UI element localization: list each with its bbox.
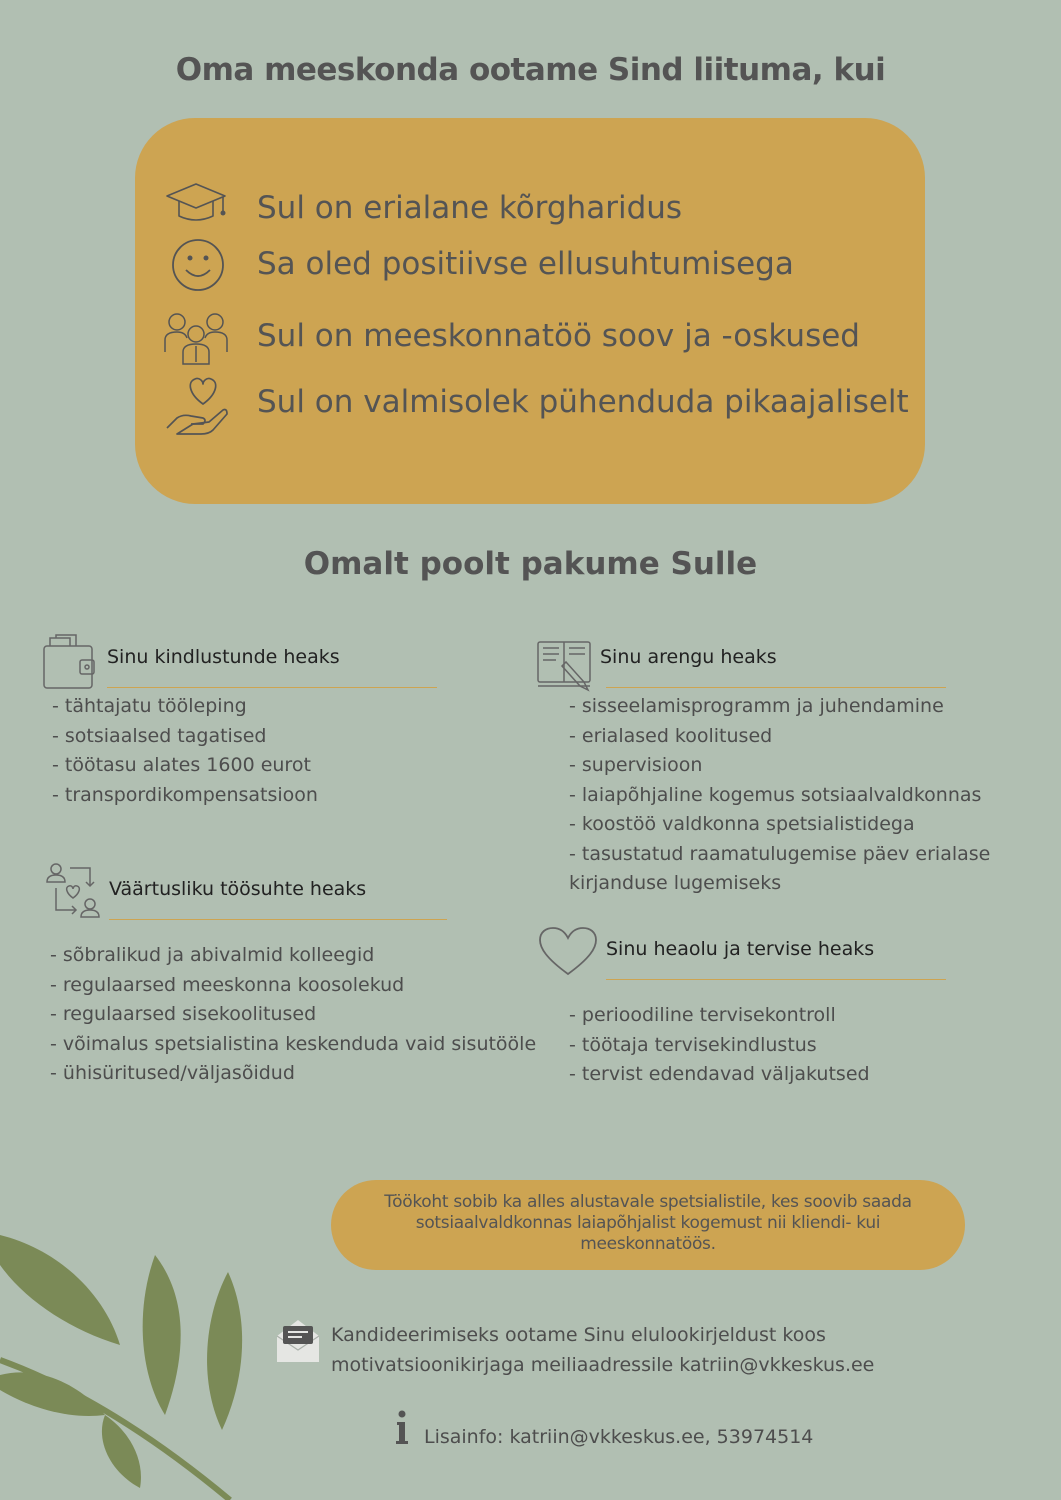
list-item: - regulaarsed meeskonna koosolekud [50, 973, 405, 996]
requirements-box [135, 118, 925, 504]
list-item: - tasustatud raamatulugemise päev erialase [569, 842, 991, 865]
requirements-title: Oma meeskonda ootame Sind liituma, kui [175, 52, 886, 88]
section-list [52, 692, 318, 810]
graduation-cap-icon [163, 180, 229, 240]
heart-icon [538, 926, 598, 978]
section-title: Väärtusliku töösuhte heaks [109, 878, 367, 900]
requirement-text: Sul on valmisolek pühenduda pikaajaliselt [257, 384, 909, 420]
section-divider [606, 979, 946, 980]
list-item: - tähtajatu tööleping [52, 695, 247, 717]
note-text [361, 1192, 935, 1255]
list-item: - supervisioon [569, 754, 703, 776]
list-item: - perioodiline tervisekontroll [569, 1004, 836, 1026]
offer-title: Omalt poolt pakume Sulle [303, 546, 758, 582]
note-line: meeskonnatöös. [580, 1234, 716, 1254]
list-item: - sõbralikud ja abivalmid kolleegid [50, 944, 375, 966]
book-pencil-icon [536, 638, 594, 692]
list-item: - sisseelamisprogramm ja juhendamine [569, 695, 944, 717]
list-item: - võimalus spetsialistina keskenduda vaid sisutööle [50, 1032, 537, 1055]
wallet-icon [42, 634, 96, 690]
list-item: - tervist edendavad väljakutsed [569, 1063, 870, 1085]
heart-hand-icon [163, 374, 229, 440]
list-item: - erialased koolitused [569, 724, 773, 747]
section-list [50, 941, 536, 1089]
info-text: Lisainfo: katriin@vkkeskus.ee, 53974514 [424, 1426, 814, 1448]
section-divider [606, 687, 946, 688]
section-divider [109, 919, 447, 920]
list-item: - transpordikompensatsioon [52, 783, 318, 806]
requirement-item [135, 180, 925, 240]
requirement-item [135, 374, 925, 434]
list-item: - sotsiaalsed tagatised [52, 724, 267, 747]
section-divider [107, 687, 437, 688]
requirement-text: Sul on meeskonnatöö soov ja -oskused [257, 318, 860, 354]
envelope-icon [274, 1318, 322, 1364]
section-title: Sinu kindlustunde heaks [107, 646, 340, 668]
section-list [569, 692, 990, 899]
list-item: - töötaja tervisekindlustus [569, 1033, 817, 1056]
contact-line: Kandideerimiseks ootame Sinu elulookirjeldust koos [331, 1324, 826, 1346]
list-item: kirjanduse lugemiseks [569, 872, 782, 894]
section-title: Sinu arengu heaks [600, 646, 777, 668]
contact-text [331, 1320, 874, 1380]
list-item: - töötasu alates 1600 eurot [52, 754, 311, 776]
list-item: - regulaarsed sisekoolitused [50, 1003, 317, 1025]
requirement-text: Sa oled positiivse ellusuhtumisega [257, 246, 794, 282]
list-item: - laiapõhjaline kogemus sotsiaalvaldkonnas [569, 783, 982, 806]
contact-line: motivatsioonikirjaga meiliaadressile katriin@vkkeskus.ee [331, 1354, 875, 1376]
requirement-item [135, 308, 925, 368]
team-icon [163, 308, 229, 368]
section-list [569, 1001, 870, 1090]
section-title: Sinu heaolu ja tervise heaks [606, 938, 875, 960]
requirement-item [135, 236, 925, 296]
info-icon [393, 1410, 411, 1446]
requirement-text: Sul on erialane kõrgharidus [257, 190, 683, 226]
note-line: sotsiaalvaldkonnas laiapõhjalist kogemust nii kliendi- kui [415, 1213, 881, 1233]
list-item: - koostöö valdkonna spetsialistidega [569, 813, 915, 835]
note-box [331, 1180, 965, 1270]
leaf-decoration [0, 1210, 280, 1500]
smiley-icon [163, 236, 229, 296]
people-exchange-icon [44, 862, 102, 920]
list-item: - ühisüritused/väljasõidud [50, 1062, 295, 1084]
note-line: Töökoht sobib ka alles alustavale spetsialistile, kes soovib saada [384, 1192, 912, 1212]
